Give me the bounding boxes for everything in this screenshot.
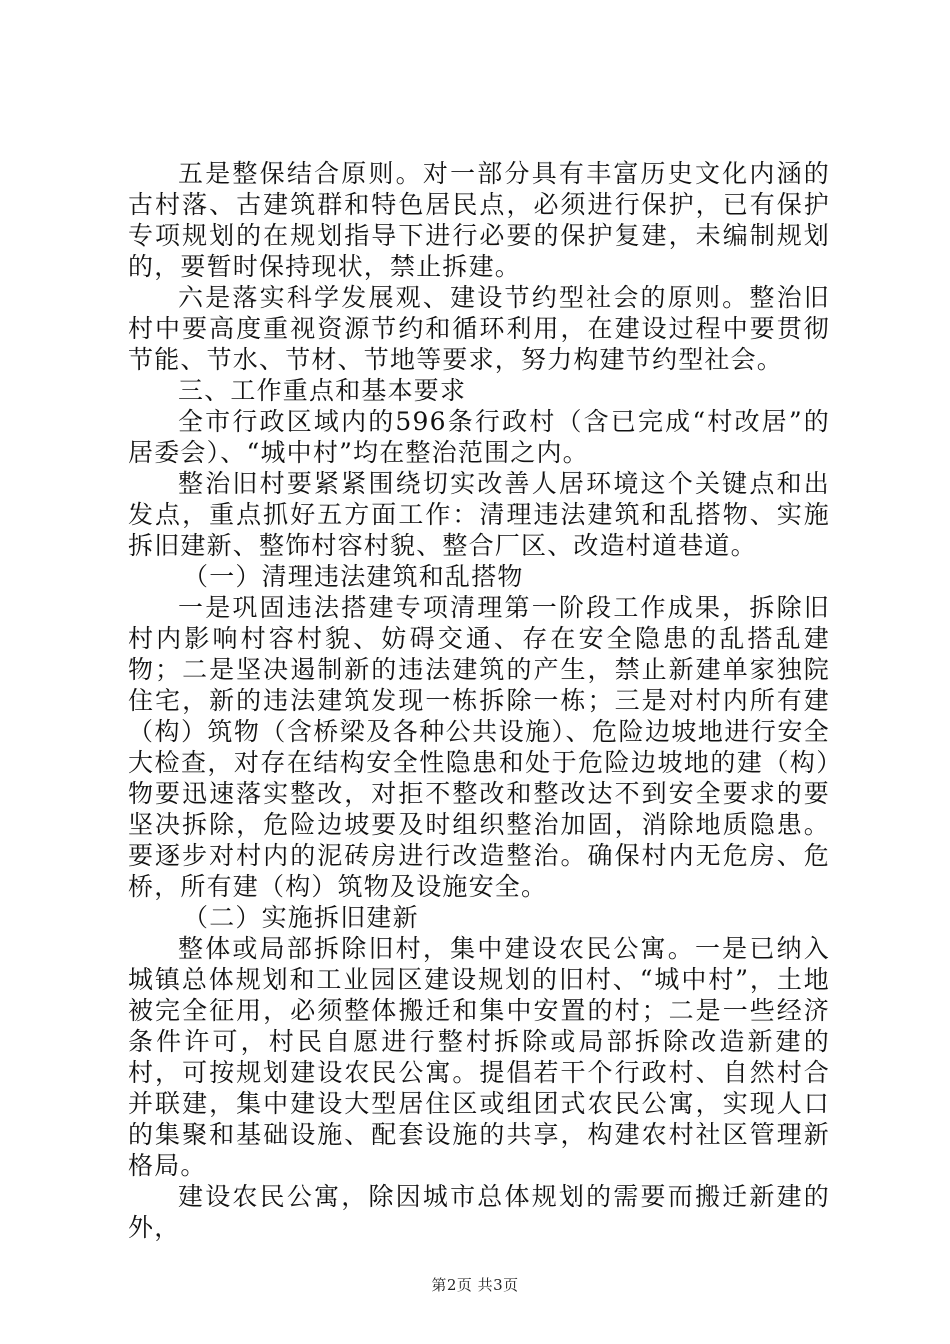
paragraph-principle-six: 六是落实科学发展观、建设节约型社会的原则。整治旧村中要高度重视资源节约和循环利用，在建设过程中要贯彻节能、节水、节材、节地等要求，努力构建节约型社会。 — [128, 283, 830, 374]
paragraph-principle-five: 五是整保结合原则。对一部分具有丰富历史文化内涵的古村落、古建筑群和特色居民点，必须进行保护，已有保护专项规划的在规划指导下进行必要的保护复建，未编制规划的，要暂时保持现状，禁止拆建。 — [128, 159, 830, 281]
subheading-one: （一）清理违法建筑和乱搭物 — [183, 562, 524, 591]
paragraph-rebuild: 整体或局部拆除旧村，集中建设农民公寓。一是已纳入城镇总体规划和工业园区建设规划的旧村、“城中村”，土地被完全征用，必须整体搬迁和集中安置的村；二是一些经济条件许可，村民自愿进行整村拆除或局部拆除改造新建的村，可按规划建设农民公寓。提倡若干个行政村、自然村合并联建，集中建设大型居住区或组团式农民公寓，实现人口的集聚和基础设施、配套设施的共享，构建农村社区管理新格局。 — [128, 934, 830, 1180]
paragraph-key-work: 整治旧村要紧紧围绕切实改善人居环境这个关键点和出发点，重点抓好五方面工作：清理违法建筑和乱搭物、实施拆旧建新、整饰村容村貌、整合厂区、改造村道巷道。 — [128, 469, 830, 560]
paragraph-scope: 全市行政区域内的596条行政村（含已完成“村改居”的居委会）、“城中村”均在整治范围之内。 — [128, 407, 830, 467]
section-heading-three: 三、工作重点和基本要求 — [178, 376, 467, 405]
page-footer: 第2页 共3页 — [431, 1276, 519, 1294]
paragraph-clean-illegal: 一是巩固违法搭建专项清理第一阶段工作成果，拆除旧村内影响村容村貌、妨碍交通、存在安全隐患的乱搭乱建物；二是坚决遏制新的违法建筑的产生，禁止新建单家独院住宅，新的违法建筑发现一栋拆除一栋；三是对村内所有建（构）筑物（含桥梁及各种公共设施）、危险边坡地进行安全大检查，对存在结构安全性隐患和处于危险边坡地的建（构）物要迅速落实整改，对拒不整改和整改达不到安全要求的要坚决拆除，危险边坡要及时组织整治加固，消除地质隐患。要逐步对村内的泥砖房进行改造整治。确保村内无危房、危桥，所有建（构）筑物及设施安全。 — [128, 593, 830, 901]
document-body — [128, 158, 830, 1243]
paragraph-apartments: 建设农民公寓，除因城市总体规划的需要而搬迁新建的外， — [128, 1182, 830, 1242]
subheading-two: （二）实施拆旧建新 — [183, 903, 419, 932]
